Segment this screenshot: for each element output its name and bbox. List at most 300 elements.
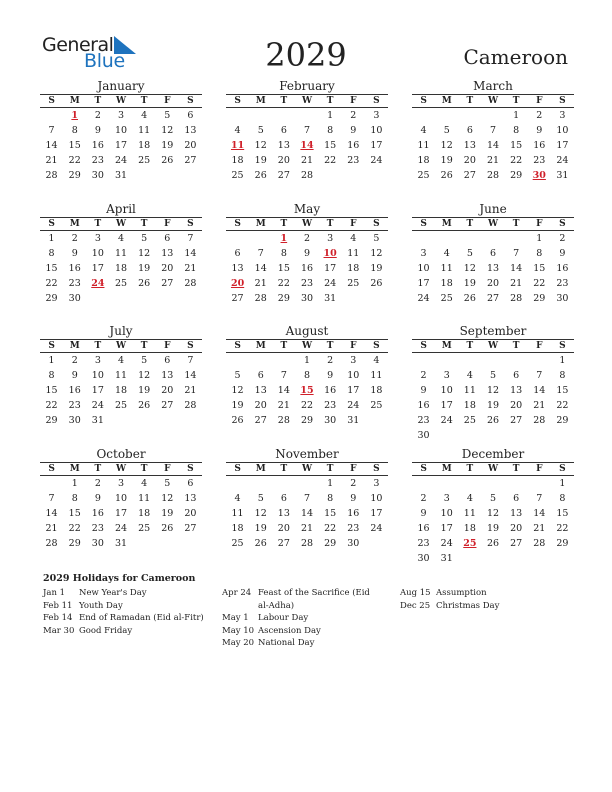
holiday-day-cell: 30 (532, 170, 546, 181)
holiday-date: Jan 1 (43, 588, 66, 598)
day-cell: 8 (71, 125, 78, 136)
week-row (40, 261, 202, 276)
day-cell: 9 (94, 493, 101, 504)
day-cell: 17 (556, 140, 569, 151)
empty-day-cell (40, 476, 63, 491)
day-cell: 15 (277, 263, 290, 274)
week-row (226, 138, 388, 153)
day-cell: 21 (533, 400, 546, 411)
day-cell: 30 (324, 415, 337, 426)
empty-day-cell (481, 428, 504, 443)
day-cell: 7 (513, 248, 520, 259)
weekday-header: T (512, 219, 520, 229)
day-cell: 13 (231, 263, 244, 274)
week-row (40, 506, 202, 521)
day-cell: 20 (184, 508, 197, 519)
holiday-item (400, 587, 530, 600)
weekday-header: T (466, 219, 474, 229)
weekday-header: S (420, 341, 427, 351)
day-cell: 21 (533, 523, 546, 534)
day-cell: 24 (556, 155, 569, 166)
empty-day-cell (272, 108, 295, 123)
day-cell: 4 (234, 125, 241, 136)
week-row (226, 491, 388, 506)
weekday-header: S (187, 96, 194, 106)
weekday-header: F (536, 464, 543, 474)
empty-day-cell (179, 168, 202, 183)
logo-general-text: General (42, 34, 114, 56)
weekday-header: F (536, 96, 543, 106)
day-cell: 17 (440, 400, 453, 411)
week-row (412, 428, 574, 443)
holiday-item (222, 587, 382, 612)
day-cell: 5 (164, 110, 171, 121)
day-cell: 12 (486, 508, 500, 519)
weekday-header: F (350, 96, 357, 106)
week-row (412, 138, 574, 153)
day-cell: 21 (45, 523, 58, 534)
day-cell: 10 (370, 493, 383, 504)
day-cell: 6 (187, 478, 194, 489)
day-cell: 14 (277, 385, 290, 396)
day-cell: 21 (277, 400, 290, 411)
day-cell: 15 (556, 508, 569, 519)
day-cell: 17 (324, 263, 337, 274)
day-cell: 25 (231, 538, 244, 549)
weekday-header: T (326, 464, 334, 474)
day-cell: 22 (45, 400, 58, 411)
week-row (412, 551, 574, 566)
day-cell: 22 (45, 278, 58, 289)
day-cell: 22 (68, 523, 81, 534)
empty-day-cell (458, 428, 481, 443)
week-row (40, 398, 202, 413)
day-cell: 6 (234, 248, 241, 259)
empty-day-cell (156, 536, 179, 551)
weekday-header-row (412, 339, 574, 353)
day-cell: 3 (117, 478, 125, 489)
day-cell: 18 (463, 400, 476, 411)
day-cell: 3 (117, 110, 125, 121)
day-cell: 27 (277, 538, 290, 549)
day-cell: 9 (420, 508, 427, 519)
weekday-header: T (466, 341, 474, 351)
day-cell: 28 (277, 415, 290, 426)
day-cell: 13 (510, 385, 523, 396)
week-row (226, 291, 388, 306)
day-cell: 8 (327, 125, 334, 136)
empty-day-cell (481, 476, 504, 491)
weekday-header-row (40, 217, 202, 231)
day-cell: 7 (303, 493, 311, 504)
holiday-day-cell: 14 (300, 140, 314, 151)
weekday-header-row (40, 339, 202, 353)
day-cell: 14 (486, 140, 500, 151)
day-cell: 21 (254, 278, 267, 289)
day-cell: 31 (91, 415, 104, 426)
day-cell: 22 (277, 278, 290, 289)
day-cell: 28 (533, 538, 546, 549)
day-cell: 1 (48, 355, 55, 366)
day-cell: 23 (347, 523, 360, 534)
holiday-name: National Day (258, 638, 315, 648)
week-row (40, 368, 202, 383)
empty-day-cell (481, 551, 504, 566)
day-cell: 31 (114, 538, 128, 549)
week-row (412, 368, 574, 383)
weekday-header: S (234, 341, 241, 351)
day-cell: 13 (277, 140, 290, 151)
weekday-header: T (326, 96, 334, 106)
day-cell: 29 (68, 170, 81, 181)
day-cell: 10 (114, 125, 128, 136)
day-cell: 4 (443, 248, 450, 259)
day-cell: 8 (48, 370, 55, 381)
holiday-item (222, 625, 382, 638)
day-cell: 7 (303, 125, 311, 136)
empty-day-cell (435, 108, 458, 123)
empty-day-cell (458, 476, 481, 491)
week-row (412, 506, 574, 521)
day-cell: 16 (417, 400, 430, 411)
weekday-header-row (226, 462, 388, 476)
day-cell: 30 (556, 293, 569, 304)
day-cell: 10 (440, 508, 453, 519)
day-cell: 9 (350, 493, 357, 504)
day-cell: 1 (48, 233, 55, 244)
week-row (226, 123, 388, 138)
day-cell: 5 (234, 370, 241, 381)
day-cell: 3 (559, 110, 566, 121)
day-cell: 30 (417, 430, 430, 441)
week-row (226, 246, 388, 261)
day-cell: 14 (254, 263, 267, 274)
day-cell: 19 (463, 278, 476, 289)
month-name: January (97, 79, 145, 93)
day-cell: 25 (370, 400, 383, 411)
weekday-header: T (326, 219, 334, 229)
day-cell: 10 (347, 370, 360, 381)
day-cell: 18 (347, 263, 360, 274)
day-cell: 7 (48, 493, 55, 504)
holiday-day-cell: 10 (323, 248, 337, 259)
day-cell: 20 (463, 155, 476, 166)
holiday-name: New Year's Day (79, 588, 147, 598)
weekday-header: F (164, 341, 171, 351)
weekday-header: T (140, 464, 148, 474)
day-cell: 16 (68, 263, 81, 274)
day-cell: 17 (91, 263, 104, 274)
day-cell: 19 (161, 508, 174, 519)
week-row (40, 138, 202, 153)
empty-day-cell (133, 536, 156, 551)
day-cell: 3 (373, 110, 380, 121)
month-may (226, 202, 388, 306)
month-name: March (473, 79, 513, 93)
week-row (40, 246, 202, 261)
day-cell: 20 (254, 400, 267, 411)
holiday-date: Feb 11 (43, 600, 73, 611)
day-cell: 29 (556, 415, 569, 426)
day-cell: 28 (300, 538, 314, 549)
weekday-header: F (350, 341, 357, 351)
day-cell: 29 (300, 415, 314, 426)
day-cell: 15 (510, 140, 523, 151)
weekday-header: F (350, 464, 357, 474)
day-cell: 12 (463, 263, 476, 274)
weekday-header-row (226, 94, 388, 108)
month-january (40, 79, 202, 183)
day-cell: 13 (254, 385, 267, 396)
day-cell: 27 (161, 400, 174, 411)
day-cell: 23 (324, 400, 337, 411)
month-march (412, 79, 574, 183)
week-row (412, 383, 574, 398)
weekday-header: S (559, 341, 566, 351)
week-row (226, 261, 388, 276)
day-cell: 2 (94, 110, 101, 121)
week-row (40, 153, 202, 168)
day-cell: 22 (324, 155, 337, 166)
day-cell: 22 (510, 155, 523, 166)
day-cell: 15 (556, 385, 569, 396)
weekday-header: M (69, 96, 80, 106)
day-cell: 17 (91, 385, 104, 396)
day-cell: 18 (370, 385, 383, 396)
day-cell: 11 (231, 508, 244, 519)
day-cell: 1 (559, 355, 566, 366)
holiday-item (400, 600, 530, 613)
weekday-header: W (487, 219, 499, 229)
day-cell: 26 (161, 155, 174, 166)
day-cell: 7 (536, 493, 543, 504)
day-cell: 13 (463, 140, 476, 151)
weekday-header: S (559, 96, 566, 106)
weekday-header: W (487, 341, 499, 351)
weekday-header: S (234, 219, 241, 229)
empty-day-cell (458, 353, 481, 368)
weekday-header: T (466, 464, 474, 474)
day-cell: 2 (71, 355, 78, 366)
weekday-header: F (164, 219, 171, 229)
weekday-header: M (69, 464, 80, 474)
weekday-header: S (373, 219, 380, 229)
day-cell: 4 (117, 233, 125, 244)
empty-day-cell (505, 551, 528, 566)
weekday-header: S (234, 96, 241, 106)
day-cell: 17 (370, 508, 383, 519)
day-cell: 23 (556, 278, 569, 289)
day-cell: 27 (486, 293, 500, 304)
day-cell: 4 (350, 233, 357, 244)
day-cell: 24 (370, 523, 383, 534)
day-cell: 27 (184, 523, 197, 534)
day-cell: 14 (45, 508, 58, 519)
empty-day-cell (435, 476, 458, 491)
weekday-header: S (420, 219, 427, 229)
holiday-day-cell: 20 (230, 278, 245, 289)
day-cell: 25 (417, 170, 430, 181)
week-row (226, 368, 388, 383)
day-cell: 15 (324, 140, 337, 151)
week-row (412, 491, 574, 506)
week-row (226, 231, 388, 246)
day-cell: 12 (161, 493, 174, 504)
empty-day-cell (481, 353, 504, 368)
weekday-header: W (301, 219, 313, 229)
day-cell: 16 (347, 508, 360, 519)
day-cell: 26 (440, 170, 453, 181)
day-cell: 18 (463, 523, 476, 534)
day-cell: 19 (440, 155, 453, 166)
weekday-header: W (301, 464, 313, 474)
weekday-header: M (69, 341, 80, 351)
day-cell: 6 (164, 233, 171, 244)
holiday-column (43, 587, 208, 637)
weekday-header: T (94, 96, 102, 106)
day-cell: 28 (533, 415, 546, 426)
day-cell: 24 (440, 538, 453, 549)
day-cell: 23 (68, 278, 81, 289)
day-cell: 15 (68, 140, 81, 151)
week-row (226, 383, 388, 398)
week-row (40, 383, 202, 398)
day-cell: 11 (370, 370, 383, 381)
day-cell: 11 (347, 248, 360, 259)
empty-day-cell (249, 231, 272, 246)
day-cell: 21 (184, 385, 197, 396)
week-row (412, 536, 574, 551)
day-cell: 10 (370, 125, 383, 136)
weekday-header: W (487, 96, 499, 106)
day-cell: 16 (91, 140, 104, 151)
day-cell: 23 (533, 155, 546, 166)
empty-day-cell (481, 231, 504, 246)
month-name: October (96, 447, 146, 461)
week-row (226, 153, 388, 168)
day-cell: 1 (536, 233, 543, 244)
day-cell: 16 (68, 385, 81, 396)
day-cell: 28 (486, 170, 500, 181)
month-august (226, 324, 388, 428)
week-row (40, 536, 202, 551)
weekday-header: S (187, 464, 194, 474)
day-cell: 9 (420, 385, 427, 396)
empty-day-cell (272, 476, 295, 491)
day-cell: 7 (536, 370, 543, 381)
day-cell: 17 (440, 523, 453, 534)
weekday-header: S (420, 96, 427, 106)
week-row (40, 123, 202, 138)
weekday-header: W (301, 341, 313, 351)
day-cell: 9 (536, 125, 543, 136)
weekday-header: T (94, 219, 102, 229)
weekday-header: S (559, 464, 566, 474)
month-name: May (293, 202, 321, 216)
day-cell: 26 (486, 415, 500, 426)
day-cell: 30 (91, 170, 104, 181)
week-row (226, 276, 388, 291)
day-cell: 10 (440, 385, 453, 396)
empty-day-cell (412, 353, 435, 368)
day-cell: 14 (510, 263, 523, 274)
weekday-header-row (412, 462, 574, 476)
empty-day-cell (226, 353, 249, 368)
day-cell: 28 (510, 293, 523, 304)
holiday-name: End of Ramadan (Eid al-Fitr) (79, 613, 204, 623)
day-cell: 16 (417, 523, 430, 534)
day-cell: 3 (373, 478, 380, 489)
holiday-day-cell: 1 (71, 110, 79, 121)
day-cell: 8 (559, 370, 566, 381)
weekday-header-row (40, 462, 202, 476)
day-cell: 20 (161, 385, 174, 396)
day-cell: 9 (94, 125, 101, 136)
day-cell: 22 (68, 155, 81, 166)
weekday-header: M (441, 341, 452, 351)
day-cell: 18 (417, 155, 430, 166)
weekday-header: T (512, 96, 520, 106)
empty-day-cell (365, 536, 388, 551)
day-cell: 19 (486, 400, 500, 411)
day-cell: 14 (533, 385, 546, 396)
day-cell: 8 (48, 248, 55, 259)
day-cell: 12 (138, 370, 151, 381)
day-cell: 26 (161, 523, 174, 534)
month-june (412, 202, 574, 306)
week-row (40, 413, 202, 428)
week-row (412, 261, 574, 276)
day-cell: 29 (45, 415, 58, 426)
day-cell: 18 (138, 508, 151, 519)
day-cell: 7 (187, 355, 194, 366)
day-cell: 8 (303, 370, 311, 381)
holiday-name: Good Friday (79, 625, 133, 636)
week-row (226, 413, 388, 428)
day-cell: 24 (114, 155, 128, 166)
day-cell: 25 (138, 523, 151, 534)
day-cell: 7 (257, 248, 264, 259)
day-cell: 2 (94, 478, 101, 489)
day-cell: 11 (114, 248, 128, 259)
week-row (226, 353, 388, 368)
month-november (226, 447, 388, 551)
day-cell: 24 (440, 415, 453, 426)
week-row (40, 476, 202, 491)
day-cell: 1 (327, 478, 334, 489)
day-cell: 3 (443, 493, 450, 504)
day-cell: 26 (254, 170, 267, 181)
holiday-name: Ascension Day (258, 625, 321, 636)
day-cell: 16 (324, 385, 337, 396)
day-cell: 22 (556, 523, 569, 534)
day-cell: 19 (138, 385, 151, 396)
weekday-header: T (140, 219, 148, 229)
month-name: April (106, 202, 136, 216)
weekday-header: T (140, 341, 148, 351)
day-cell: 12 (254, 508, 267, 519)
day-cell: 1 (559, 478, 566, 489)
day-cell: 2 (327, 355, 334, 366)
weekday-header: M (255, 96, 266, 106)
day-cell: 17 (114, 508, 128, 519)
empty-day-cell (528, 476, 551, 491)
holiday-item (43, 625, 208, 638)
day-cell: 3 (420, 248, 427, 259)
empty-day-cell (505, 231, 528, 246)
day-cell: 14 (533, 508, 546, 519)
day-cell: 6 (513, 493, 520, 504)
